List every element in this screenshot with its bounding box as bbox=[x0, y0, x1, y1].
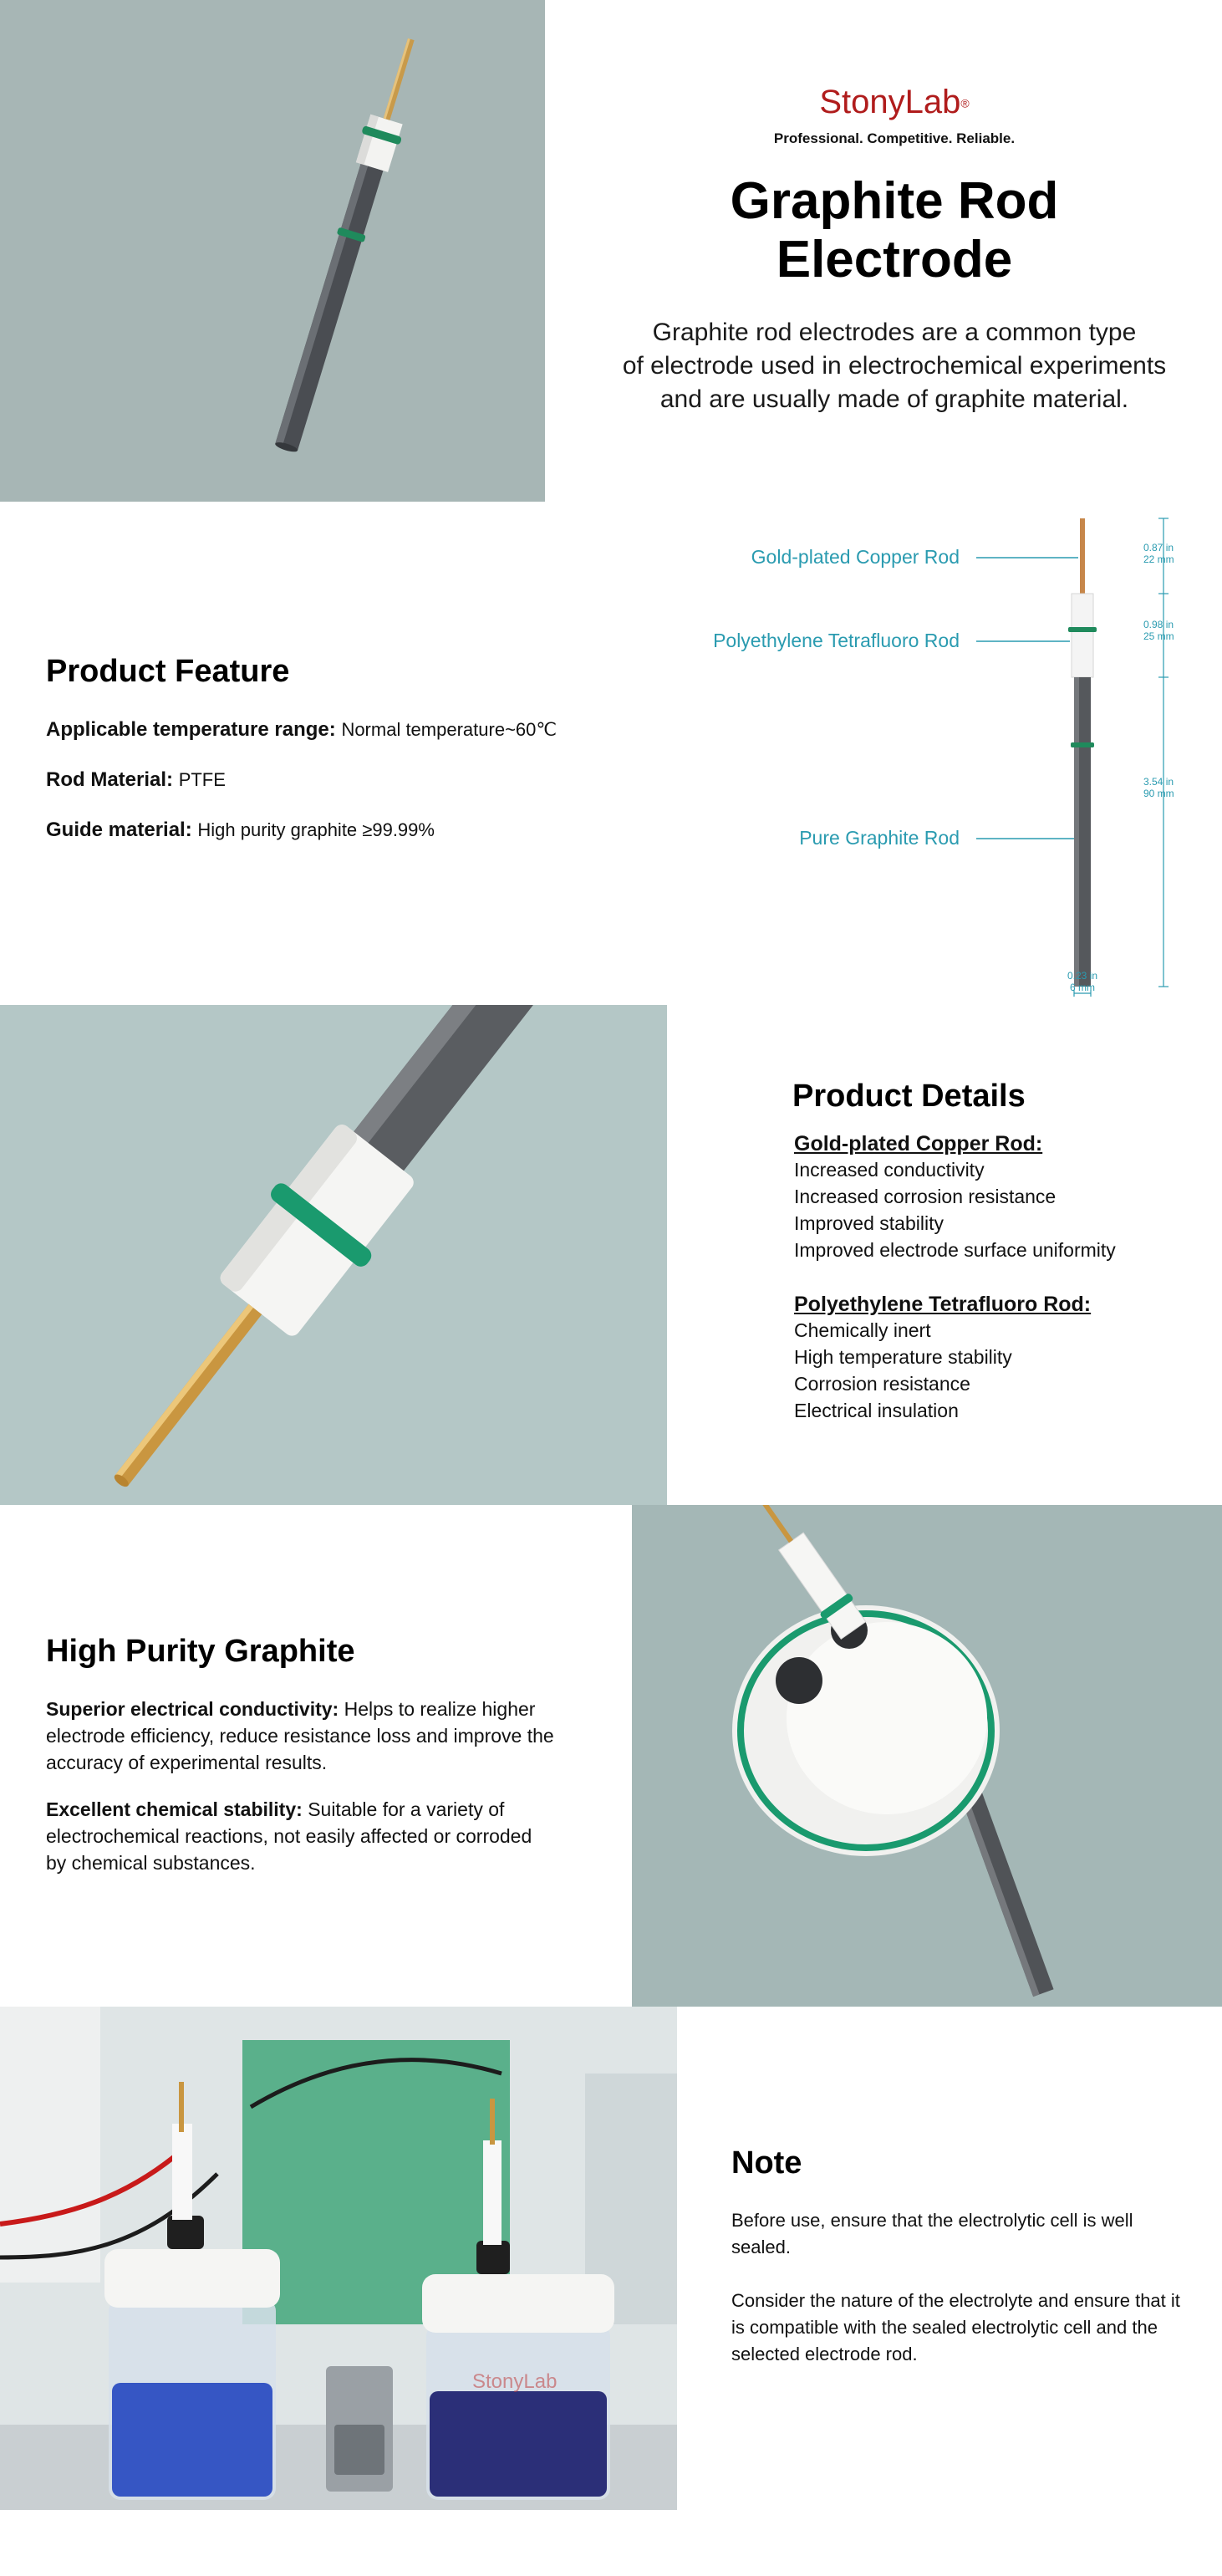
dimension-inches: 0.98 in bbox=[1143, 619, 1174, 630]
list-item: High temperature stability bbox=[794, 1346, 1012, 1368]
label-copper-rod: Gold-plated Copper Rod bbox=[751, 546, 960, 568]
electrode-diagram bbox=[652, 510, 1222, 1012]
feature-value: High purity graphite ≥99.99% bbox=[197, 819, 435, 840]
list-item: Corrosion resistance bbox=[794, 1373, 970, 1395]
hero-description-line: Graphite rod electrodes are a common type bbox=[652, 319, 1137, 346]
product-details-heading: Product Details bbox=[792, 1079, 1026, 1114]
dimension-mm: 90 mm bbox=[1143, 788, 1174, 799]
feature-item bbox=[46, 818, 631, 843]
hero-description-line: of electrode used in electrochemical experiments bbox=[622, 352, 1167, 380]
label-ptfe-rod: Polyethylene Tetrafluoro Rod bbox=[713, 630, 960, 651]
dimension-ptfe bbox=[1143, 619, 1174, 642]
note-paragraph-2: Consider the nature of the electrolyte and ensure that it is compatible with the sealed electrolytic cell and the selected electrode rod. bbox=[731, 2290, 1180, 2364]
conductivity-paragraph bbox=[46, 1696, 556, 1776]
brand-name: StonyLab bbox=[819, 84, 961, 120]
conductivity-label: Superior electrical conductivity: bbox=[46, 1698, 339, 1720]
details-group-title: Gold-plated Copper Rod: bbox=[794, 1132, 1043, 1155]
feature-label: Guide material: bbox=[46, 819, 192, 841]
title-line-1: Graphite Rod bbox=[730, 172, 1059, 230]
cap-assembly-photo bbox=[632, 1505, 1222, 2007]
dimension-inches: 3.54 in bbox=[1143, 776, 1174, 788]
stability-paragraph bbox=[46, 1796, 556, 1876]
feature-item bbox=[46, 717, 631, 742]
watermark: StonyLab bbox=[472, 2370, 558, 2393]
label-graphite-rod: Pure Graphite Rod bbox=[799, 827, 960, 849]
details-group-ptfe bbox=[794, 1293, 1212, 1424]
list-item: Increased conductivity bbox=[794, 1159, 985, 1181]
details-group-copper bbox=[794, 1132, 1212, 1263]
conductivity-text: Helps to realize higher electrode efficiency, reduce resistance loss and improve the accuracy of experimental results. bbox=[46, 1698, 554, 1773]
brand-logo bbox=[769, 84, 1020, 121]
dimension-diameter bbox=[1063, 970, 1102, 993]
dimension-mm: 22 mm bbox=[1143, 553, 1174, 565]
list-item: Electrical insulation bbox=[794, 1400, 959, 1421]
feature-label: Applicable temperature range: bbox=[46, 718, 336, 741]
list-item: Chemically inert bbox=[794, 1319, 931, 1341]
electrode-diagram-graphic bbox=[652, 510, 1222, 1012]
feature-value: Normal temperature~60℃ bbox=[341, 719, 558, 740]
registered-mark: ® bbox=[960, 96, 970, 110]
list-item: Improved stability bbox=[794, 1212, 944, 1234]
list-item: Increased corrosion resistance bbox=[794, 1186, 1057, 1207]
hero-photo bbox=[0, 0, 545, 502]
stability-label: Excellent chemical stability: bbox=[46, 1798, 303, 1820]
note-heading: Note bbox=[731, 2145, 802, 2181]
stability-text: Suitable for a variety of electrochemical reactions, not easily affected or corroded by chemical substances. bbox=[46, 1798, 532, 1874]
dimension-mm: 6 mm bbox=[1070, 982, 1095, 993]
note-paragraph-1: Before use, ensure that the electrolytic cell is well sealed. bbox=[731, 2210, 1133, 2257]
page-title bbox=[652, 172, 1137, 289]
feature-item bbox=[46, 768, 631, 793]
hero-description bbox=[585, 316, 1204, 416]
brand-tagline: Professional. Competitive. Reliable. bbox=[773, 130, 1016, 146]
dimension-mm: 25 mm bbox=[1143, 630, 1174, 642]
closeup-photo bbox=[0, 1005, 667, 1505]
title-line-2: Electrode bbox=[776, 231, 1013, 288]
dimension-graphite bbox=[1143, 776, 1174, 799]
product-feature-heading: Product Feature bbox=[46, 654, 290, 689]
dimension-inches: 0.87 in bbox=[1143, 542, 1174, 553]
details-group-title: Polyethylene Tetrafluoro Rod: bbox=[794, 1293, 1092, 1316]
list-item: Improved electrode surface uniformity bbox=[794, 1239, 1116, 1261]
hero-description-line: and are usually made of graphite material. bbox=[659, 385, 1129, 413]
feature-value: PTFE bbox=[178, 769, 226, 790]
electrolytic-cell-photo bbox=[0, 2007, 677, 2510]
dimension-inches: 0.23 in bbox=[1067, 970, 1098, 982]
high-purity-heading: High Purity Graphite bbox=[46, 1634, 355, 1669]
feature-label: Rod Material: bbox=[46, 768, 174, 791]
dimension-copper bbox=[1143, 542, 1174, 565]
